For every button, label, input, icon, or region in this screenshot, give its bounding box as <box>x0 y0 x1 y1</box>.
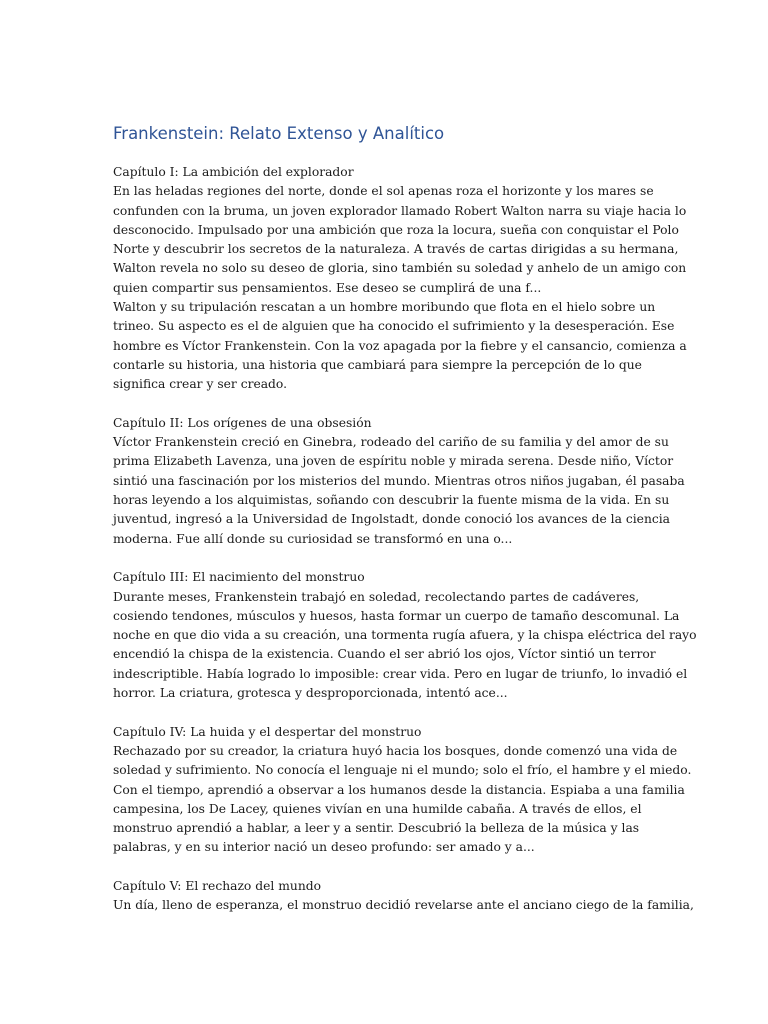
document-body <box>113 163 697 935</box>
paragraph-line: soledad y sufrimiento. No conocía el lenguaje ni el mundo; solo el frío, el hambre y el miedo. <box>113 763 692 778</box>
chapter-4 <box>113 723 692 858</box>
paragraph-line: moderna. Fue allí donde su curiosidad se transformó en una o... <box>113 531 513 546</box>
paragraph-line: campesina, los De Lacey, quienes vivían en una humilde cabaña. A través de ellos, el <box>113 801 642 816</box>
chapter-3 <box>113 568 697 703</box>
paragraph-line: palabras, y en su interior nació un deseo profundo: ser amado y a... <box>113 840 535 855</box>
paragraph-line: monstruo aprendió a hablar, a leer y a sentir. Descubrió la belleza de la música y las <box>113 821 640 836</box>
chapter-heading: Capítulo I: La ambición del explorador <box>113 165 354 179</box>
paragraph-line: indescriptible. Había logrado lo imposible: crear vida. Pero en lugar de triunfo, lo invadió el <box>113 666 688 681</box>
paragraph-line: trineo. Su aspecto es el de alguien que ha conocido el sufrimiento y la desesperación. Ese <box>113 319 675 334</box>
paragraph-line: significa crear y ser creado. <box>113 377 288 392</box>
paragraph-line: Durante meses, Frankenstein trabajó en soledad, recolectando partes de cadáveres, <box>113 589 640 604</box>
paragraph-line: prima Elizabeth Lavenza, una joven de espíritu noble y mirada serena. Desde niño, Víctor <box>113 454 674 469</box>
chapter-5 <box>113 877 694 916</box>
paragraph-line: desconocido. Impulsado por una ambición que roza la locura, sueña con conquistar el Polo <box>113 222 679 237</box>
paragraph-line: contarle su historia, una historia que cambiará para siempre la percepción de lo que <box>113 357 642 372</box>
paragraph-line: horas leyendo a los alquimistas, soñando con descubrir la fuente misma de la vida. En su <box>113 493 670 508</box>
paragraph-line: Norte y descubrir los secretos de la naturaleza. A través de cartas dirigidas a su hermana, <box>113 242 679 257</box>
paragraph-line: Rechazado por su creador, la criatura huyó hacia los bosques, donde comenzó una vida de <box>113 743 678 758</box>
paragraph-line: hombre es Víctor Frankenstein. Con la voz apagada por la fiebre y el cansancio, comienza a <box>113 338 687 353</box>
paragraph-line: Un día, lleno de esperanza, el monstruo decidió revelarse ante el anciano ciego de la familia, <box>113 898 694 913</box>
paragraph-line: noche en que dio vida a su creación, una tormenta rugía afuera, y la chispa eléctrica del rayo <box>113 628 697 643</box>
chapter-2 <box>113 414 685 549</box>
paragraph-line: horror. La criatura, grotesca y desproporcionada, intentó ace... <box>113 686 508 701</box>
chapter-heading: Capítulo IV: La huida y el despertar del monstruo <box>113 724 422 739</box>
chapter-1 <box>113 163 687 395</box>
paragraph-line: encendió la chispa de la existencia. Cuando el ser abrió los ojos, Víctor sintió un terror <box>113 647 656 662</box>
document-title: Frankenstein: Relato Extenso y Analítico <box>113 124 445 143</box>
paragraph-line: sintió una fascinación por los misterios del mundo. Mientras otros niños jugaban, él pasaba <box>113 473 685 488</box>
paragraph-line: cosiendo tendones, músculos y huesos, hasta formar un cuerpo de tamaño descomunal. La <box>113 608 680 623</box>
paragraph-line: Víctor Frankenstein creció en Ginebra, rodeado del cariño de su familia y del amor de su <box>113 435 669 450</box>
chapter-heading: Capítulo II: Los orígenes de una obsesión <box>113 415 372 430</box>
paragraph-line: Walton y su tripulación rescatan a un hombre moribundo que flota en el hielo sobre un <box>113 300 656 315</box>
paragraph-line: Con el tiempo, aprendió a observar a los humanos desde la distancia. Espiaba a una familia <box>113 782 685 797</box>
paragraph-line: confunden con la bruma, un joven explorador llamado Robert Walton narra su viaje hacia lo <box>113 203 687 218</box>
paragraph-line: En las heladas regiones del norte, donde el sol apenas roza el horizonte y los mares se <box>113 184 654 199</box>
paragraph-line: Walton revela no solo su deseo de gloria, sino también su soledad y anhelo de un amigo con <box>113 261 687 276</box>
paragraph-line: quien compartir sus pensamientos. Ese deseo se cumplirá de una f... <box>113 280 542 295</box>
chapter-heading: Capítulo III: El nacimiento del monstruo <box>113 570 365 585</box>
chapter-heading: Capítulo V: El rechazo del mundo <box>113 878 322 893</box>
paragraph-line: juventud, ingresó a la Universidad de Ingolstadt, donde conoció los avances de la ciencia <box>113 512 671 527</box>
